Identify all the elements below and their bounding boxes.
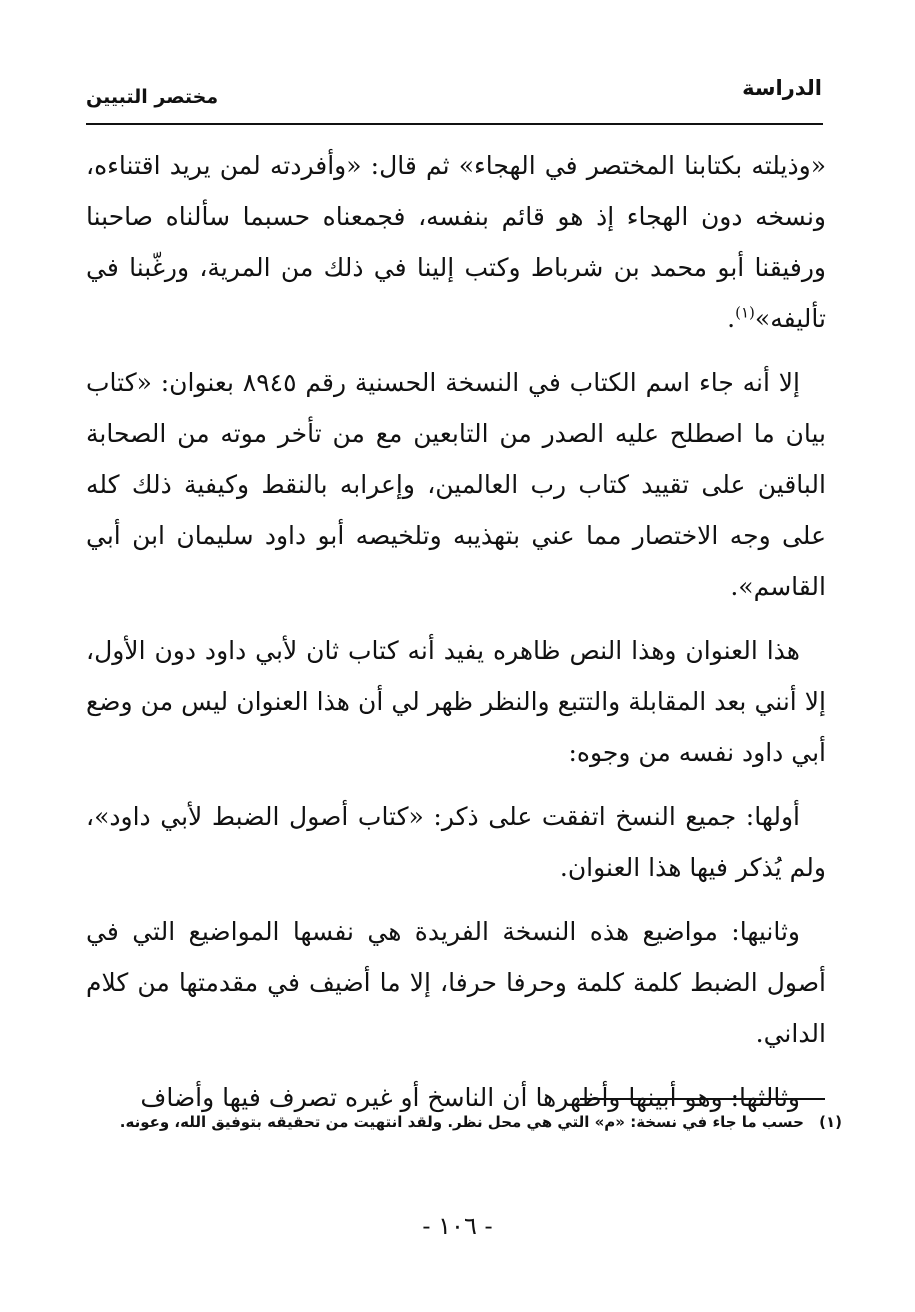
footnote — [119, 1110, 842, 1134]
paragraph-3-text: هذا العنوان وهذا النص ظاهره يفيد أنه كتاب ثان لأبي داود دون الأول، إلا أنني بعد المقابلة والتتبع والنظر ظهر لي أن هذا العنوان ليس من وضع أبي داود نفسه من وجوه: — [86, 636, 826, 767]
page-number: - ١٠٦ - — [422, 1212, 493, 1240]
paragraph-5-text: وثانيها: مواضيع هذه النسخة الفريدة هي نفسها المواضيع التي في أصول الضبط كلمة كلمة وحرفا حرفا، إلا ما أضيف في مقدمتها من كلام الداني. — [86, 917, 826, 1048]
paragraph-4 — [86, 791, 826, 893]
running-header — [86, 72, 822, 122]
footnote-rule — [580, 1098, 825, 1100]
footnote-text: حسب ما جاء في نسخة: «م» التي هي محل نظر. ولقد انتهيت من تحقيقه بتوفيق الله، وعونه. — [119, 1113, 804, 1131]
paragraph-2-text: إلا أنه جاء اسم الكتاب في النسخة الحسنية رقم ٨٩٤٥ بعنوان: «كتاب بيان ما اصطلح عليه الصدر من التابعين مع من تأخر موته من الصحابة الباقين على تقييد كتاب رب العالمين، وإعرابه بالنقط وكيفية ذلك كله على وجه الاختصار مما عني بتهذيبه وتلخيصه أبو داود سليمان ابن أبي القاسم». — [86, 368, 826, 601]
paragraph-2 — [86, 357, 826, 612]
paragraph-3 — [86, 625, 826, 778]
paragraph-4-text: أولها: جميع النسخ اتفقت على ذكر: «كتاب أصول الضبط لأبي داود»، ولم يُذكر فيها هذا العنوان. — [86, 802, 826, 882]
paragraph-5 — [86, 906, 826, 1059]
body-text — [86, 140, 826, 1136]
section-title: الدراسة — [742, 76, 822, 100]
footnote-number: (١) — [819, 1113, 842, 1131]
paragraph-1 — [86, 140, 826, 344]
paragraph-1-text: «وذيلته بكتابنا المختصر في الهجاء» ثم قال: «وأفردته لمن يريد اقتناءه، ونسخه دون الهجاء إذ هو قائم بنفسه، فجمعناه حسبما سألناه صاحبنا ورفيقنا أبو محمد بن شرباط وكتب إلينا في ذلك من المرية، ورغّبنا في تأليفه» — [86, 151, 826, 333]
footnote-reference: (١) — [735, 303, 755, 322]
book-title: مختصر التبيين — [86, 86, 219, 108]
paragraph-6-text: وثالثها: وهو أبينها وأظهرها أن الناسخ أو غيره تصرف فيها وأضاف — [140, 1083, 800, 1112]
header-rule — [86, 123, 823, 125]
paragraph-1-tail: . — [727, 304, 736, 333]
